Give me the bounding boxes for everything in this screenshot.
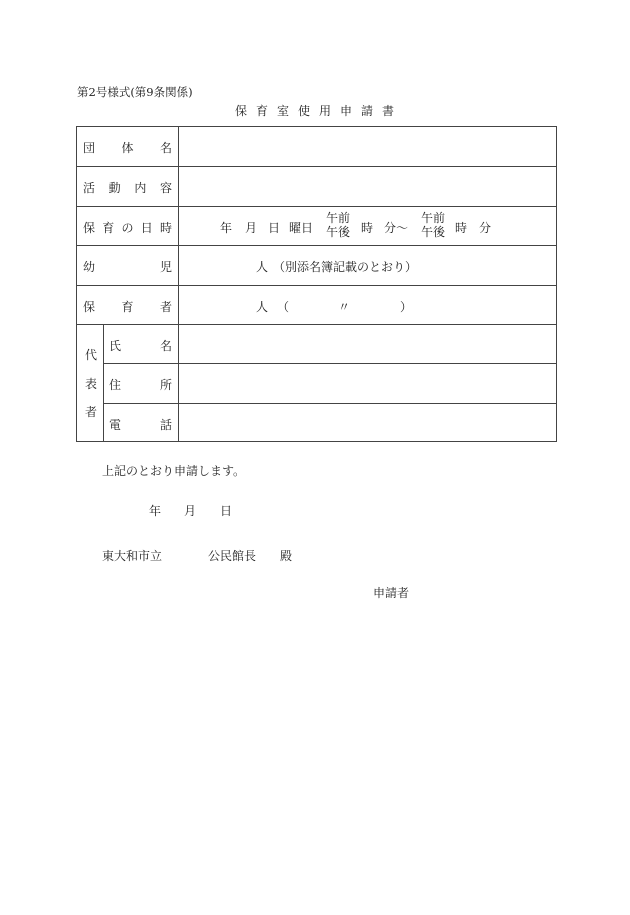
dt-day: 日: [268, 221, 281, 235]
dt-start-ampm: [326, 211, 350, 239]
column-divider: [103, 324, 104, 441]
row-divider: [77, 166, 556, 167]
date-month: 月: [184, 504, 197, 518]
caregivers-open-paren: （: [277, 300, 290, 314]
caregivers-close-paren: ）: [400, 300, 413, 314]
dt-end-am: 午前: [421, 211, 446, 225]
rep-name-label: 氏 名: [109, 339, 172, 353]
row-divider: [77, 206, 556, 207]
document-title: 保育室使用申請書: [234, 104, 403, 118]
dt-start-am: 午前: [326, 211, 351, 225]
children-note: （別添名簿記載のとおり）: [273, 260, 418, 274]
activity-label: 活 動 内 容: [83, 181, 172, 195]
dt-end-pm: 午後: [421, 225, 446, 239]
rep-phone-label: 電 話: [109, 418, 172, 432]
dt-weekday: 曜日: [289, 221, 314, 235]
addressee-honorific: 殿: [280, 549, 293, 563]
row-divider: [77, 285, 556, 286]
caregivers-unit: 人: [256, 300, 269, 314]
column-divider: [178, 127, 179, 441]
applicant-label: 申請者: [373, 586, 410, 600]
date-day: 日: [220, 504, 233, 518]
dt-start-hour: 時: [361, 221, 374, 235]
childcare-datetime-label: 保 育 の 日 時: [83, 221, 172, 235]
row-divider: [77, 324, 556, 325]
dt-start-pm: 午後: [326, 225, 351, 239]
children-label: 幼 児: [83, 260, 172, 274]
dt-end-minute: 分: [479, 221, 492, 235]
application-statement: 上記のとおり申請します。: [102, 464, 246, 478]
date-year: 年: [149, 504, 162, 518]
caregivers-label: 保 育 者: [83, 300, 172, 314]
application-form-table: [76, 126, 557, 442]
dt-year: 年: [220, 221, 233, 235]
group-name-label: 団 体 名: [83, 141, 172, 155]
form-number: 第2号様式(第9条関係): [77, 85, 193, 99]
dt-month: 月: [245, 221, 258, 235]
addressee-city: 東大和市立: [102, 549, 163, 563]
row-divider: [77, 245, 556, 246]
dt-start-minute: 分〜: [384, 221, 409, 235]
row-divider: [103, 363, 556, 364]
row-divider: [103, 403, 556, 404]
addressee-hall-director: 公民館長: [208, 549, 257, 563]
children-unit: 人: [256, 260, 269, 274]
caregivers-ditto-mark: 〃: [338, 300, 351, 314]
dt-end-ampm: [421, 211, 445, 239]
rep-address-label: 住 所: [109, 378, 172, 392]
representative-label: 代 表 者: [84, 348, 97, 419]
dt-end-hour: 時: [455, 221, 468, 235]
